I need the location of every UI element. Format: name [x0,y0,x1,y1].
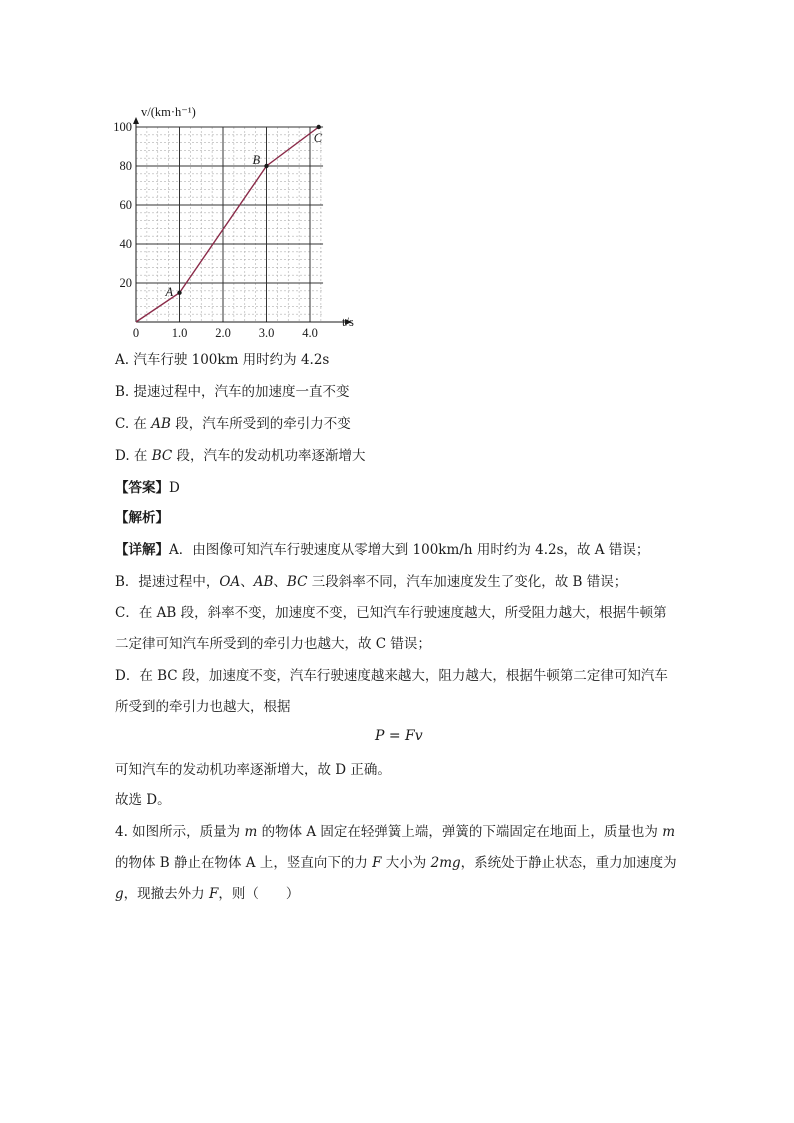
y-axis-label: v/(km·h⁻¹) [141,105,196,119]
question-4-line-1: 4. 如图所示，质量为 m 的物体 A 固定在轻弹簧上端，弹簧的下端固定在地面上，质量也为 m [115,824,676,840]
x-tick-label: 0 [132,326,140,340]
data-point [177,291,181,295]
option-c: C. 在 AB 段，汽车所受到的牵引力不变 [115,416,351,432]
tick-labels [113,120,318,340]
y-axis-arrow [133,117,139,124]
point-label: B [252,153,261,167]
series-line [136,127,319,322]
point-label: C [313,131,323,145]
option-a: A. 汽车行驶 100km 用时约为 4.2s [115,352,330,368]
detail-line-4: 二定律可知汽车所受到的牵引力也越大，故 C 错误； [115,636,431,652]
major-grid [136,127,323,322]
analysis-heading: 【解析】 [115,510,169,526]
x-tick-label: 4.0 [302,326,318,340]
detail-line-8: 故选 D。 [115,792,171,808]
detail-line-3: C．在 AB 段，斜率不变，加速度不变，已知汽车行驶速度越大，所受阻力越大，根据牛顿第 [115,605,667,621]
answer-line: 【答案】D [115,480,180,496]
y-tick-label: 80 [119,159,132,173]
detail-line-7: 可知汽车的发动机功率逐渐增大，故 D 正确。 [115,762,391,778]
data-point [317,125,321,129]
y-tick-label: 60 [119,198,132,212]
y-tick-label: 40 [119,237,132,251]
option-b: B. 提速过程中，汽车的加速度一直不变 [115,384,350,400]
option-d: D. 在 BC 段，汽车的发动机功率逐渐增大 [115,448,366,464]
velocity-time-graph [0,0,794,340]
question-4-line-2: 的物体 B 静止在物体 A 上，竖直向下的力 F 大小为 2mg，系统处于静止状态，重力加速度为 [115,855,677,871]
detail-line-2: B．提速过程中，OA、AB、BC 三段斜率不同，汽车加速度发生了变化，故 B 错误； [115,574,628,590]
x-tick-label: 3.0 [258,326,275,340]
x-tick-label: 2.0 [215,326,231,340]
minor-grid [136,127,323,322]
power-formula: P = Fv [375,728,423,744]
detail-line-1: 【详解】A．由图像可知汽车行驶速度从零增大到 100km/h 用时约为 4.2s，故 A 错误； [115,542,650,558]
detail-line-6: 所受到的牵引力也越大，根据 [115,699,291,715]
x-axis-label: t/s [342,315,354,329]
y-tick-label: 100 [113,120,132,134]
data-point [264,164,268,168]
y-tick-label: 20 [119,276,132,290]
series-layer [136,125,321,322]
point-label: A [165,284,174,299]
detail-line-5: D．在 BC 段，加速度不变，汽车行驶速度越来越大，阻力越大，根据牛顿第二定律可知汽车 [115,668,668,684]
x-tick-label: 1.0 [171,326,188,340]
question-4-line-3: g，现撤去外力 F，则（ ） [115,886,300,902]
